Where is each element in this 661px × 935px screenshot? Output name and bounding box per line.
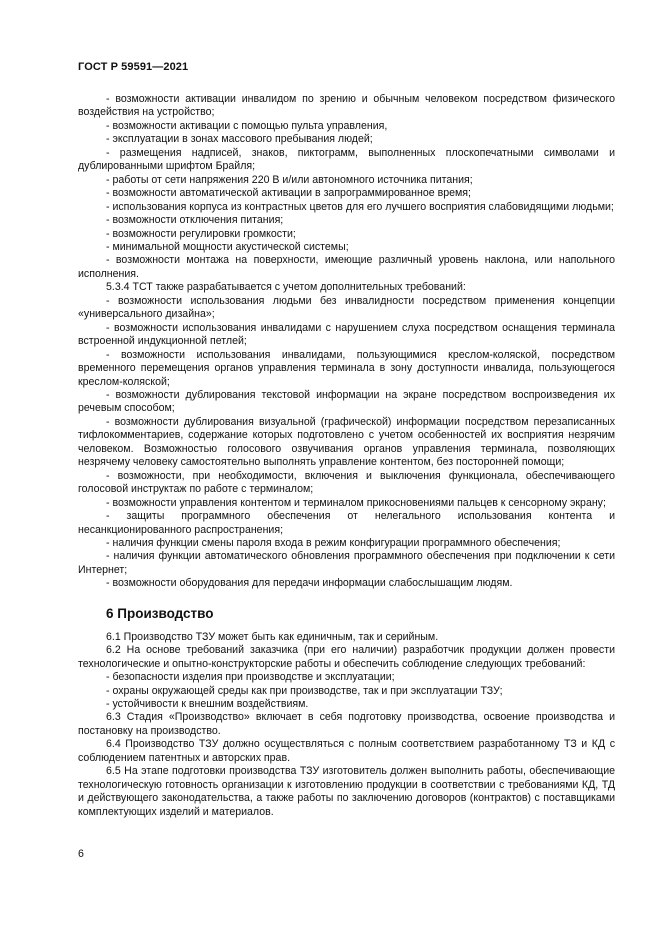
paragraph: - охраны окружающей среды как при производстве, так и при эксплуатации ТЗУ;	[106, 684, 503, 697]
paragraph: - эксплуатации в зонах массового пребывания людей;	[106, 133, 373, 146]
paragraph: - возможности активации с помощью пульта управления,	[106, 119, 388, 132]
paragraph: - возможности монтажа на поверхности, имеющие различный уровень наклона, или напольного исполнения.	[78, 254, 615, 280]
paragraph: 6.1 Производство ТЗУ может быть как единичным, так и серийным.	[106, 630, 439, 643]
paragraph: - возможности использования людьми без инвалидности посредством применения концепции «универсального дизайна»;	[78, 294, 615, 321]
paragraph: 6.2 На основе требований заказчика (при его наличии) разработчик продукции должен провести технологические и опытно-конструкторские работы и обеспечить соблюдение следующих требований:	[78, 644, 615, 670]
paragraph: 6.3 Стадия «Производство» включает в себя подготовку производства, освоение производства и постановку на производство.	[78, 711, 615, 737]
paragraph: - возможности оборудования для передачи информации слабослышащим людям.	[106, 577, 513, 590]
paragraph: - размещения надписей, знаков, пиктограмм, выполненных плоскопечатными символами и дублированными шрифтом Брайля;	[78, 146, 615, 173]
paragraph: - использования корпуса из контрастных цветов для его лучшего восприятия слабовидящими людьми;	[106, 200, 614, 213]
document-header: ГОСТ Р 59591—2021	[78, 61, 189, 73]
paragraph: - возможности активации инвалидом по зрению и обычным человеком посредством физического воздействия на устройство;	[78, 93, 615, 119]
paragraph: 6.4 Производство ТЗУ должно осуществляться с полным соответствием разработанному ТЗ и КД с соблюдением патентных и авторских прав.	[78, 738, 615, 764]
paragraph: - работы от сети напряжения 220 В и/или автономного источника питания;	[106, 173, 473, 186]
paragraph: - возможности автоматической активации в запрограммированное время;	[106, 187, 471, 200]
paragraph: - наличия функции смены пароля входа в режим конфигурации программного обеспечения;	[106, 536, 561, 549]
clause-heading: 5.3.4 ТСТ также разрабатывается с учетом дополнительных требований:	[106, 281, 466, 294]
paragraph: - возможности дублирования текстовой информации на экране посредством воспроизведения их речевым способом;	[78, 388, 615, 415]
document-body	[78, 93, 615, 819]
paragraph: - возможности отключения питания;	[106, 214, 284, 227]
paragraph: - возможности, при необходимости, включения и выключения функционала, обеспечивающего голосовой инструктаж по работе с терминалом;	[78, 469, 615, 496]
paragraph: - возможности управления контентом и терминалом прикосновениями пальцев к сенсорному экрану;	[106, 496, 606, 509]
paragraph: - возможности дублирования визуальной (графической) информации посредством перезаписанных тифлокомментариев, содержание которых подготовлено с учетом особенностей их восприятия незрячим человеком. Возможностью голосового озвучивания органов управления терминала, позволяющих незрячему человеку самостоятельно выполнять управление контентом, без посторонней помощи;	[78, 415, 615, 469]
section-title: 6 Производство	[106, 605, 214, 621]
paragraph: - защиты программного обеспечения от нелегального использования контента и несанкционированного распространения;	[78, 510, 615, 536]
paragraph: - устойчивости к внешним воздействиям.	[106, 698, 309, 711]
paragraph: - возможности использования инвалидами с нарушением слуха посредством оснащения терминала встроенной индукционной петлей;	[78, 321, 615, 348]
paragraph: - наличия функции автоматического обновления программного обеспечения при подключении к сети Интернет;	[78, 550, 615, 576]
paragraph: - возможности регулировки громкости;	[106, 227, 296, 240]
paragraph: - минимальной мощности акустической системы;	[106, 240, 349, 253]
paragraph: - возможности использования инвалидами, пользующимися креслом-коляской, посредством временного перемещения органов управления терминала в зону доступности инвалида, пользующегося креслом-коляской;	[78, 348, 615, 388]
paragraph: - безопасности изделия при производстве и эксплуатации;	[106, 671, 395, 684]
paragraph: 6.5 На этапе подготовки производства ТЗУ изготовитель должен выполнить работы, обеспечивающие технологическую готовность организации к изготовлению продукции в соответствии с требованиями КД, ТД и действующего законодательства, а также работы по заключению договоров (контрактов) с поставщиками комплектующих изделий и материалов.	[78, 765, 615, 818]
page-number: 6	[78, 848, 84, 860]
